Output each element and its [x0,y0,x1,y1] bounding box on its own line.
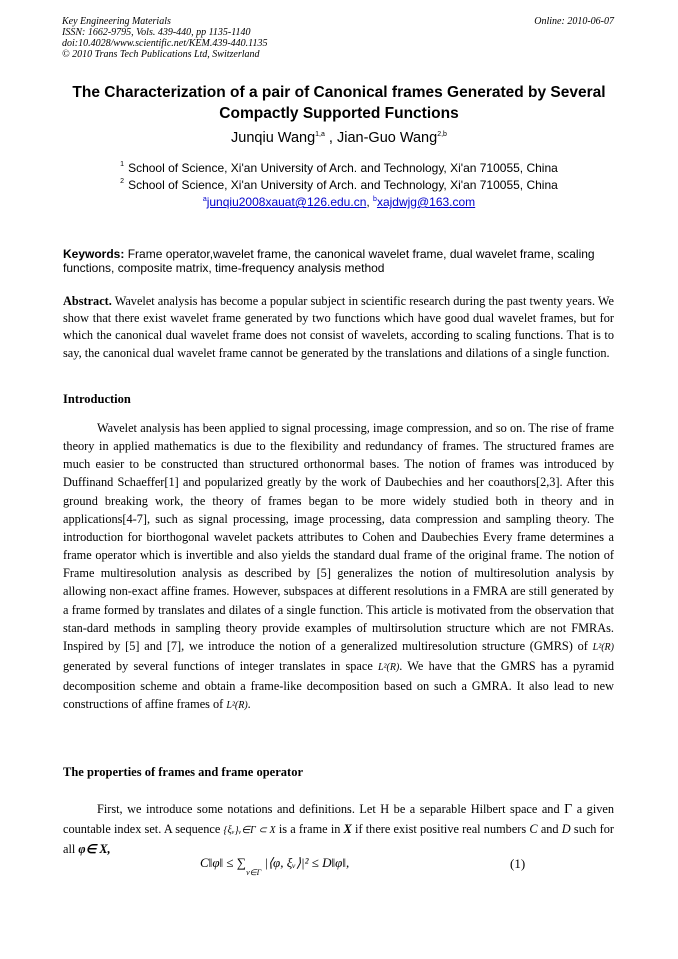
intro-space-1: L²(R) [592,641,614,653]
affiliation-1-text: School of Science, Xi'an University of Arch. and Technology, Xi'an 710055, China [128,161,558,175]
email-link-b[interactable]: xajdwjg@163.com [376,195,476,209]
journal-name: Key Engineering Materials [62,16,171,27]
properties-body [63,800,614,860]
email-b-sup: b [373,196,377,203]
props-part-5: such for all [63,821,615,856]
equation-sum-subscript: v∈Γ [246,868,262,877]
props-and: and [537,821,562,836]
properties-paragraph [63,800,614,860]
affiliation-2 [0,178,678,192]
keywords [63,247,614,275]
intro-space-3: L²(R) [226,700,248,712]
email-separator: , [366,195,374,209]
journal-doi: doi:10.4028/www.scientific.net/KEM.439-440.1135 [62,38,268,49]
props-part-4: if there exist positive real numbers [351,821,530,836]
affiliation-1 [0,161,678,175]
author-2: Jian-Guo Wang [336,130,438,146]
intro-part-2: generated by several functions of integer translates in space [63,659,378,674]
equation-lhs: C‖φ‖ ≤ ∑ [200,855,247,870]
author-1: Junqiu Wang [231,130,316,146]
affiliation-2-text: School of Science, Xi'an University of Arch. and Technology, Xi'an 710055, China [128,178,558,192]
author-list [0,130,678,146]
intro-space-2: L²(R) [377,662,400,674]
journal-meta [62,16,267,60]
introduction-paragraph [63,419,614,716]
affiliation-1-num: 1 [120,161,125,168]
phi-in-x: φ∈ X, [78,842,111,856]
online-date: Online: 2010-06-07 [534,16,614,27]
intro-part-4: . [247,697,251,712]
author-separator: , [324,130,337,146]
author-2-sup: 2,b [437,131,447,139]
journal-copyright: © 2010 Trans Tech Publications Ltd, Switzerland [62,49,260,60]
email-line [0,195,678,209]
intro-part-3: . We have that the GMRS has a pyramid decomposition scheme and obtain a frame-like decomposition based on such a GMRA. It also lead to new constructions of affine frames of [63,659,614,712]
affiliation-2-num: 2 [120,178,125,185]
journal-issn: ISSN: 1662-9795, Vols. 439-440, pp 1135-1140 [62,27,251,38]
author-1-sup: 1,a [315,131,325,139]
email-link-a[interactable]: junqiu2008xauat@126.edu.cn [206,195,367,209]
properties-heading: The properties of frames and frame operator [63,765,303,779]
props-part-2: a given countable index set. A sequence [63,802,614,836]
introduction-body [63,419,614,716]
space-x: X [343,821,352,836]
equation-number: (1) [510,856,526,871]
props-part-3: is a frame in [275,821,344,836]
abstract [63,293,614,362]
email-a-sup: a [202,196,207,203]
intro-part-1: Wavelet analysis has been applied to signal processing, image compression, and so on. The rise of frame theory in applied mathematics is due to the flexibility and redundancy of frames. The structured frames are much easier to be constructed than structured orthonormal bases. The notion of frames was introduced by Duffinand Schaeffer[1] and popularized greatly by the work of Daubechies and her coauthors[2,3]. After this ground breaking work, the theory of frames began to be more widely studied both in theory and in applications[4-7], such as signal processing, image processing, data compression and sampling theory. The introduction for biorthogonal wavelet packets attributes to Cohen and Daubechies Every frame determines a frame operator which is invertible and also yields the standard dual frame of the original frame. The notion of Frame multiresolution analysis as described by [5] generalizes the notion of multiresolution analysis by allowing non-exact affine frames. However, subspaces at different resolutions in a FMRA are still generated by a frame formed by translates and dilates of a single function. This article is motivated from the observation that stan-dard methods in sampling theory provide examples of multirsolution structure which are not FMRAs. Inspired by [5] and [7], we introduce the notion of a generalized multiresolution structure (GMRS) of [63,421,614,653]
introduction-heading: Introduction [63,392,131,406]
props-part-1: First, we introduce some notations and definitions. Let H be a separable Hilbert space and [97,802,565,816]
abstract-label: Abstract. [63,294,112,308]
paper-title [50,82,628,124]
keywords-text: Frame operator,wavelet frame, the canonical wavelet frame, dual wavelet frame, scaling functions, composite matrix, time-frequency analysis method [63,247,595,275]
title-line-2: Compactly Supported Functions [219,105,459,122]
keywords-label: Keywords: [63,247,125,261]
constant-c: C [529,821,538,836]
title-line-1: The Characterization of a pair of Canonical frames Generated by Several [72,84,606,101]
equation-rest: |⟨φ, ξᵥ⟩|² ≤ D‖φ‖, [261,855,350,870]
gamma-symbol: Γ [564,802,573,817]
constant-d: D [561,821,571,836]
abstract-text: Wavelet analysis has become a popular subject in scientific research during the past twenty years. We show that there exist wavelet frame generated by two functions which have good dual wavelet frames, but for which the canonical dual wavelet frame does not consist of wavelets, according to scaling functions. That is to say, the canonical dual wavelet frame cannot be generated by the translations and dilations of a single function. [63,294,614,360]
sequence-notation: {ξᵥ}ᵥ∈Γ ⊂ X [223,824,276,836]
